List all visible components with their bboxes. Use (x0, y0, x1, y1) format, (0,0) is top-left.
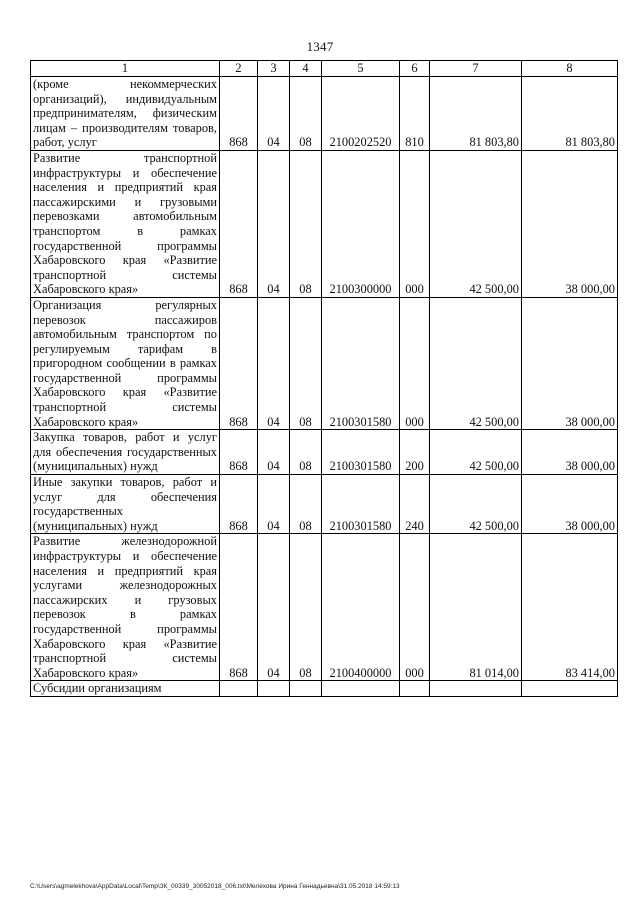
row-target (322, 681, 400, 697)
row-target: 2100301580 (322, 297, 400, 429)
row-name: (кроме некоммерческих организаций), индивидуальным предпринимателям, физическим лицам – производителям товаров, работ, услуг (31, 77, 220, 151)
row-amount-2: 38 000,00 (522, 150, 618, 297)
table-row (31, 430, 618, 475)
column-header: 6 (400, 61, 430, 77)
row-target: 2100400000 (322, 534, 400, 681)
row-name: Организация регулярных перевозок пассажиров автомобильным транспортом по регулируемым тарифам в пригородном сообщении в рамках государственной программы Хабаровского края «Развитие транспортной системы Хабаровского края» (31, 297, 220, 429)
row-name: Субсидии организациям (31, 681, 220, 697)
row-amount-1: 42 500,00 (430, 297, 522, 429)
row-name: Развитие транспортной инфраструктуры и обеспечение населения и предприятий края пассажирскими и грузовыми перевозками автомобильным транспортом в рамках государственной программы Хабаровского края «Развитие транспортной системы Хабаровского края» (31, 150, 220, 297)
row-amount-2: 81 803,80 (522, 77, 618, 151)
table-row (31, 297, 618, 429)
row-code: 868 (220, 297, 258, 429)
row-amount-2: 38 000,00 (522, 430, 618, 475)
file-path-footer: C:\Users\agmelekhova\AppData\Local\Temp\ЗК_00339_30052018_006.txt\Мелехова Ирина Геннадьевна\31.05.2018 14:59:13 (30, 883, 400, 890)
row-amount-1 (430, 681, 522, 697)
row-name: Иные закупки товаров, работ и услуг для обеспечения государственных (муниципальных) нужд (31, 475, 220, 534)
row-subsection: 08 (290, 77, 322, 151)
page-number: 1347 (306, 39, 334, 54)
row-code: 868 (220, 534, 258, 681)
column-header: 2 (220, 61, 258, 77)
row-target: 2100301580 (322, 475, 400, 534)
row-amount-2: 38 000,00 (522, 475, 618, 534)
row-name: Развитие железнодорожной инфраструктуры и обеспечение населения и предприятий края услугами железнодорожных пассажирских и грузовых перевозок в рамках государственной программы Хабаровского края «Развитие транспортной системы Хабаровского края» (31, 534, 220, 681)
row-code: 868 (220, 430, 258, 475)
row-subsection (290, 681, 322, 697)
column-header: 7 (430, 61, 522, 77)
row-amount-1: 42 500,00 (430, 430, 522, 475)
row-target: 2100202520 (322, 77, 400, 151)
row-amount-1: 42 500,00 (430, 475, 522, 534)
column-header: 1 (31, 61, 220, 77)
row-type: 000 (400, 534, 430, 681)
row-section: 04 (258, 430, 290, 475)
row-section: 04 (258, 475, 290, 534)
row-amount-1: 81 014,00 (430, 534, 522, 681)
row-code: 868 (220, 150, 258, 297)
row-subsection: 08 (290, 534, 322, 681)
row-subsection: 08 (290, 430, 322, 475)
row-amount-1: 81 803,80 (430, 77, 522, 151)
row-subsection: 08 (290, 297, 322, 429)
table-row (31, 534, 618, 681)
row-amount-2: 83 414,00 (522, 534, 618, 681)
row-code: 868 (220, 77, 258, 151)
row-amount-2 (522, 681, 618, 697)
row-target: 2100300000 (322, 150, 400, 297)
table-row (31, 77, 618, 151)
row-section (258, 681, 290, 697)
column-header: 3 (258, 61, 290, 77)
column-header: 8 (522, 61, 618, 77)
row-section: 04 (258, 77, 290, 151)
row-subsection: 08 (290, 150, 322, 297)
table-row (31, 475, 618, 534)
row-section: 04 (258, 297, 290, 429)
row-target: 2100301580 (322, 430, 400, 475)
row-code (220, 681, 258, 697)
budget-table (30, 60, 618, 697)
row-code: 868 (220, 475, 258, 534)
row-section: 04 (258, 150, 290, 297)
row-type: 240 (400, 475, 430, 534)
table-row (31, 681, 618, 697)
row-section: 04 (258, 534, 290, 681)
row-type: 200 (400, 430, 430, 475)
row-type: 000 (400, 297, 430, 429)
column-header: 5 (322, 61, 400, 77)
row-amount-1: 42 500,00 (430, 150, 522, 297)
table-header-row (31, 61, 618, 77)
row-name: Закупка товаров, работ и услуг для обеспечения государственных (муниципальных) нужд (31, 430, 220, 475)
row-type (400, 681, 430, 697)
row-type: 810 (400, 77, 430, 151)
row-amount-2: 38 000,00 (522, 297, 618, 429)
table-row (31, 150, 618, 297)
row-type: 000 (400, 150, 430, 297)
column-header: 4 (290, 61, 322, 77)
row-subsection: 08 (290, 475, 322, 534)
